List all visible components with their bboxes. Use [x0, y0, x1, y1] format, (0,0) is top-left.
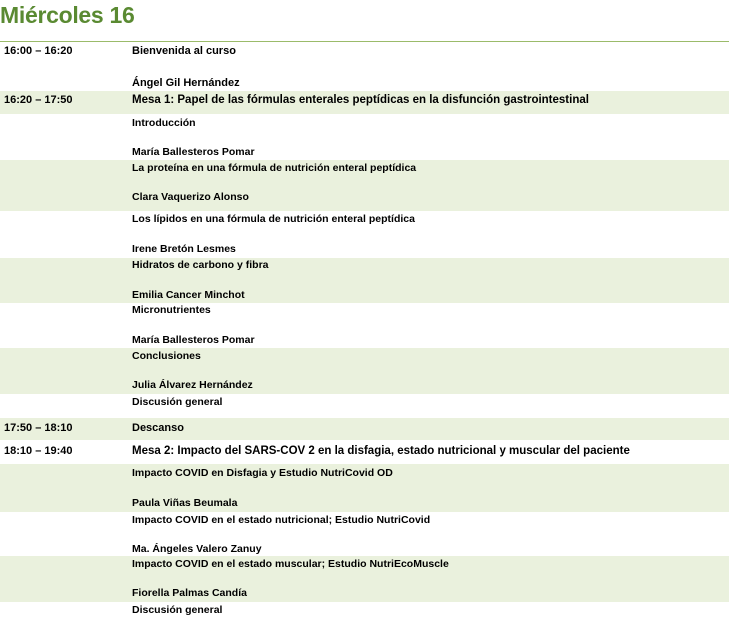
title-divider [0, 41, 729, 42]
schedule-row [0, 464, 729, 512]
talk-title: Los lípidos en una fórmula de nutrición enteral peptídica [132, 213, 415, 225]
schedule-row [0, 440, 729, 464]
talk-title: Impacto COVID en el estado muscular; Estudio NutriEcoMuscle [132, 558, 449, 570]
talk-title: Conclusiones [132, 350, 201, 362]
session-title: Descanso [132, 422, 184, 434]
talk-title: Hidratos de carbono y fibra [132, 259, 269, 271]
schedule-row [0, 211, 729, 258]
time-slot: 18:10 – 19:40 [4, 445, 73, 457]
schedule-row [0, 114, 729, 160]
schedule-row [0, 512, 729, 556]
speaker-name: Ángel Gil Hernández [132, 77, 240, 89]
talk-title: La proteína en una fórmula de nutrición enteral peptídica [132, 162, 417, 174]
schedule-row [0, 43, 729, 91]
speaker-name: Julia Álvarez Hernández [132, 379, 253, 391]
schedule-row [0, 258, 729, 303]
session-title: Bienvenida al curso [132, 45, 236, 57]
speaker-name: Emilia Cancer Minchot [132, 289, 245, 301]
time-slot: 16:00 – 16:20 [4, 45, 73, 57]
schedule-row [0, 348, 729, 394]
schedule-row [0, 91, 729, 114]
time-slot: 16:20 – 17:50 [4, 94, 73, 106]
schedule-row [0, 160, 729, 211]
speaker-name: Paula Viñas Beumala [132, 497, 238, 509]
talk-title: Micronutrientes [132, 304, 211, 316]
schedule-row [0, 418, 729, 440]
session-title: Mesa 2: Impacto del SARS-COV 2 en la disfagia, estado nutricional y muscular del paciente [132, 445, 630, 457]
schedule-row [0, 602, 729, 624]
time-slot: 17:50 – 18:10 [4, 422, 73, 434]
talk-title: Impacto COVID en el estado nutricional; Estudio NutriCovid [132, 514, 431, 526]
page-title: Miércoles 16 [0, 2, 135, 28]
schedule-row [0, 303, 729, 348]
speaker-name: Irene Bretón Lesmes [132, 243, 236, 255]
speaker-name: María Ballesteros Pomar [132, 334, 255, 346]
talk-title: Introducción [132, 117, 196, 129]
talk-title: Discusión general [132, 604, 223, 616]
talk-title: Impacto COVID en Disfagia y Estudio NutriCovid OD [132, 467, 393, 479]
schedule-row [0, 394, 729, 418]
schedule-row [0, 556, 729, 602]
session-title: Mesa 1: Papel de las fórmulas enterales peptídicas en la disfunción gastrointestinal [132, 94, 589, 106]
speaker-name: Fiorella Palmas Candía [132, 587, 247, 599]
speaker-name: Ma. Ángeles Valero Zanuy [132, 543, 262, 555]
speaker-name: Clara Vaquerizo Alonso [132, 191, 249, 203]
speaker-name: María Ballesteros Pomar [132, 146, 255, 158]
talk-title: Discusión general [132, 396, 223, 408]
